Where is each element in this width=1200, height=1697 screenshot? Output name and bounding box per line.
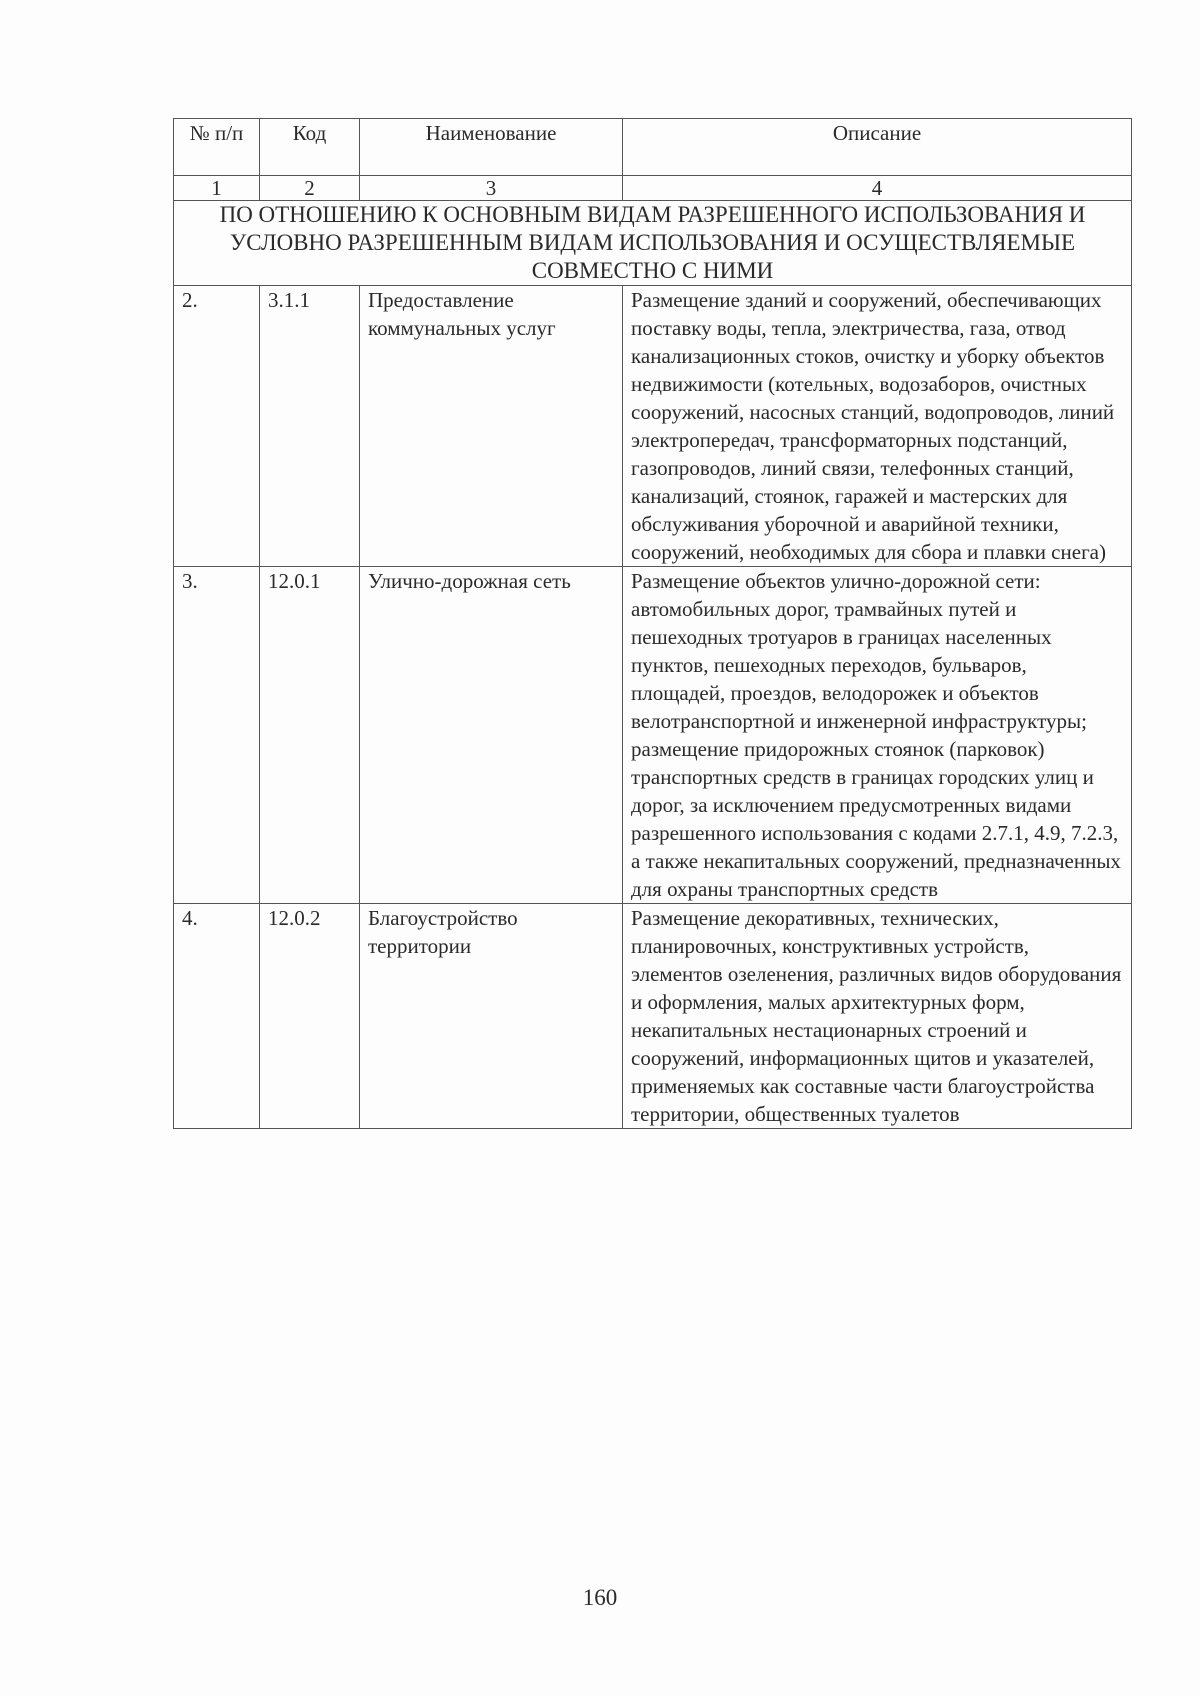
- column-number: 4: [623, 176, 1132, 201]
- header-number: № п/п: [174, 119, 260, 176]
- row-description: Размещение декоративных, технических, планировочных, конструктивных устройств, элементов озеленения, различных видов оборудования и оформления, малых архитектурных форм, некапитальных нестационарных строений и сооружений, информационных щитов и указателей, применяемых как составные части благоустройства территории, общественных туалетов: [623, 904, 1132, 1129]
- row-code: 12.0.1: [260, 567, 360, 904]
- page-number: 160: [582, 1585, 618, 1610]
- section-title: ПО ОТНОШЕНИЮ К ОСНОВНЫМ ВИДАМ РАЗРЕШЕННОГО ИСПОЛЬЗОВАНИЯ И УСЛОВНО РАЗРЕШЕННЫМ ВИДАМ ИСПОЛЬЗОВАНИЯ И ОСУЩЕСТВЛЯЕМЫЕ СОВМЕСТНО С НИМИ: [174, 201, 1132, 286]
- table-row: [174, 286, 1132, 567]
- land-use-table: [173, 118, 1132, 1129]
- row-number: 4.: [174, 904, 260, 1129]
- header-description: Описание: [623, 119, 1132, 176]
- section-row: [174, 201, 1132, 286]
- row-code: 3.1.1: [260, 286, 360, 567]
- table-header-row: [174, 119, 1132, 176]
- row-name: Предоставление коммунальных услуг: [360, 286, 623, 567]
- row-number: 3.: [174, 567, 260, 904]
- row-code: 12.0.2: [260, 904, 360, 1129]
- header-name: Наименование: [360, 119, 623, 176]
- header-code: Код: [260, 119, 360, 176]
- column-number-row: [174, 176, 1132, 201]
- row-name: Благоустройство территории: [360, 904, 623, 1129]
- row-number: 2.: [174, 286, 260, 567]
- row-description: Размещение зданий и сооружений, обеспечивающих поставку воды, тепла, электричества, газа, отвод канализационных стоков, очистку и уборку объектов недвижимости (котельных, водозаборов, очистных сооружений, насосных станций, водопроводов, линий электропередач, трансформаторных подстанций, газопроводов, линий связи, телефонных станций, канализаций, стоянок, гаражей и мастерских для обслуживания уборочной и аварийной техники, сооружений, необходимых для сбора и плавки снега): [623, 286, 1132, 567]
- column-number: 1: [174, 176, 260, 201]
- row-description: Размещение объектов улично-дорожной сети: автомобильных дорог, трамвайных путей и пешеходных тротуаров в границах населенных пунктов, пешеходных переходов, бульваров, площадей, проездов, велодорожек и объектов велотранспортной и инженерной инфраструктуры; размещение придорожных стоянок (парковок) транспортных средств в границах городских улиц и дорог, за исключением предусмотренных видами разрешенного использования с кодами 2.7.1, 4.9, 7.2.3, а также некапитальных сооружений, предназначенных для охраны транспортных средств: [623, 567, 1132, 904]
- table-row: [174, 567, 1132, 904]
- table-row: [174, 904, 1132, 1129]
- column-number: 3: [360, 176, 623, 201]
- row-name: Улично-дорожная сеть: [360, 567, 623, 904]
- column-number: 2: [260, 176, 360, 201]
